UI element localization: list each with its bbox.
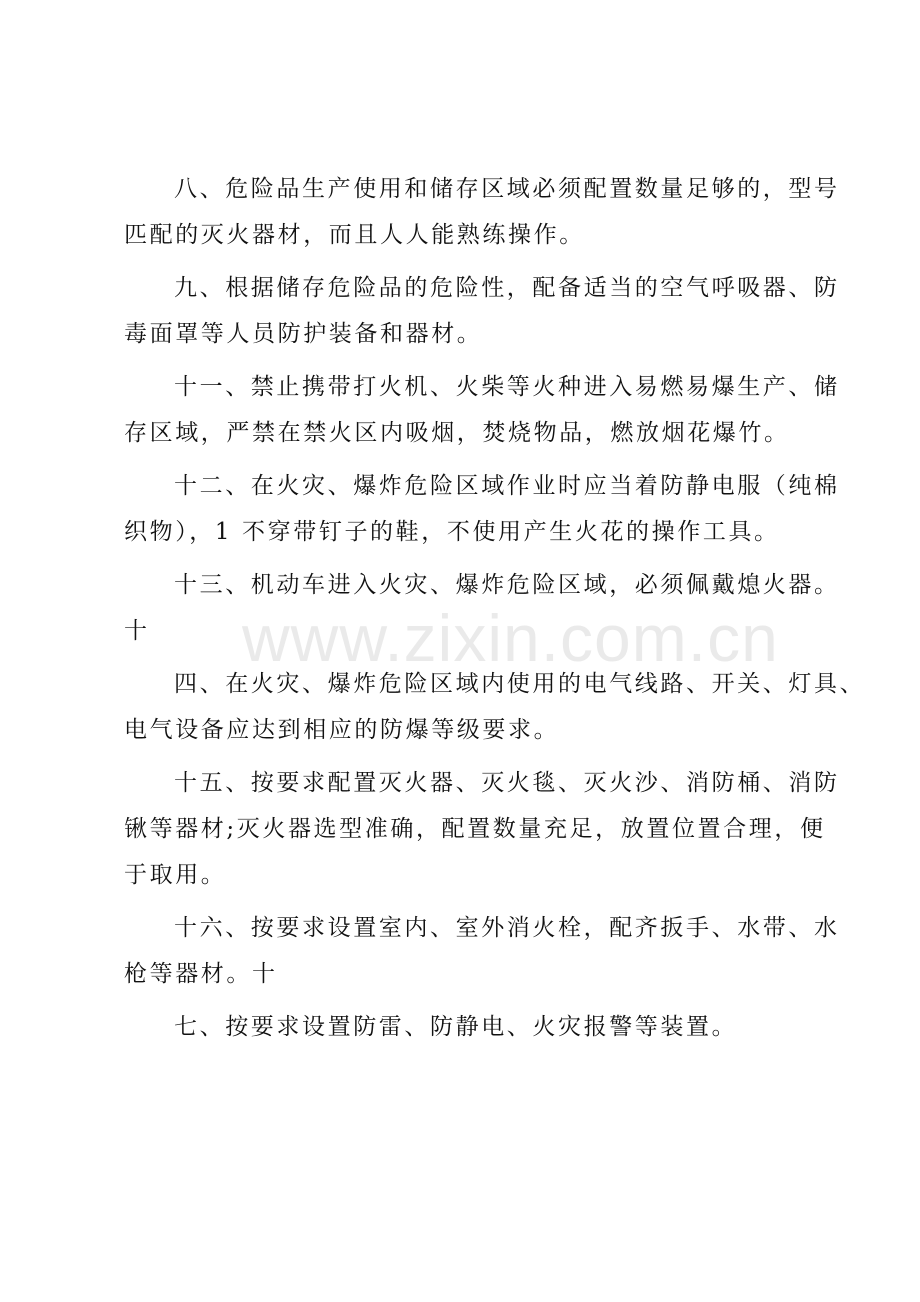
paragraph-12-line-2: 织物），1 不穿带钉子的鞋，不使用产生火花的操作工具。 (124, 519, 780, 545)
paragraph-8-line-2: 匹配的灭火器材，而且人人能熟练操作。 (124, 222, 585, 248)
paragraph-15-line-3: 于取用。 (124, 862, 227, 888)
paragraph-13-line-1: 十三、机动车进入火灾、爆炸危险区域，必须佩戴熄火器。 (174, 572, 840, 598)
document-body (124, 166, 866, 1050)
paragraph-16-line-2: 枪等器材。十 (124, 961, 278, 987)
paragraph-9-line-2: 毒面罩等人员防护装备和器材。 (124, 321, 483, 347)
paragraph-9-line-1: 九、根据储存危险品的危险性，配备适当的空气呼吸器、防 (174, 275, 840, 301)
paragraph-14-line-1: 四、在火灾、爆炸危险区域内使用的电气线路、开关、灯具、 (174, 671, 866, 697)
paragraph-14-line-2: 电气设备应达到相应的防爆等级要求。 (124, 717, 560, 743)
paragraph-13-line-2: 十 (124, 618, 150, 644)
paragraph-12-line-1: 十二、在火灾、爆炸危险区域作业时应当着防静电服（纯棉 (174, 473, 840, 499)
paragraph-16-line-1: 十六、按要求设置室内、室外消火栓，配齐扳手、水带、水 (174, 915, 840, 941)
paragraph-11-line-1: 十一、禁止携带打火机、火柴等火种进入易燃易爆生产、储 (174, 374, 840, 400)
watermark: www.zixin.com.cn (242, 601, 779, 675)
paragraph-11-line-2: 存区域，严禁在禁火区内吸烟，焚烧物品，燃放烟花爆竹。 (124, 420, 790, 446)
paragraph-15-line-2: 锹等器材;灭火器选型准确，配置数量充足，放置位置合理，便 (124, 816, 826, 842)
paragraph-8-line-1: 八、危险品生产使用和储存区域必须配置数量足够的，型号 (174, 176, 840, 202)
paragraph-17-line-1: 七、按要求设置防雷、防静电、火灾报警等装置。 (174, 1014, 738, 1040)
paragraph-15-line-1: 十五、按要求配置灭火器、灭火毯、灭火沙、消防桶、消防 (174, 770, 840, 796)
